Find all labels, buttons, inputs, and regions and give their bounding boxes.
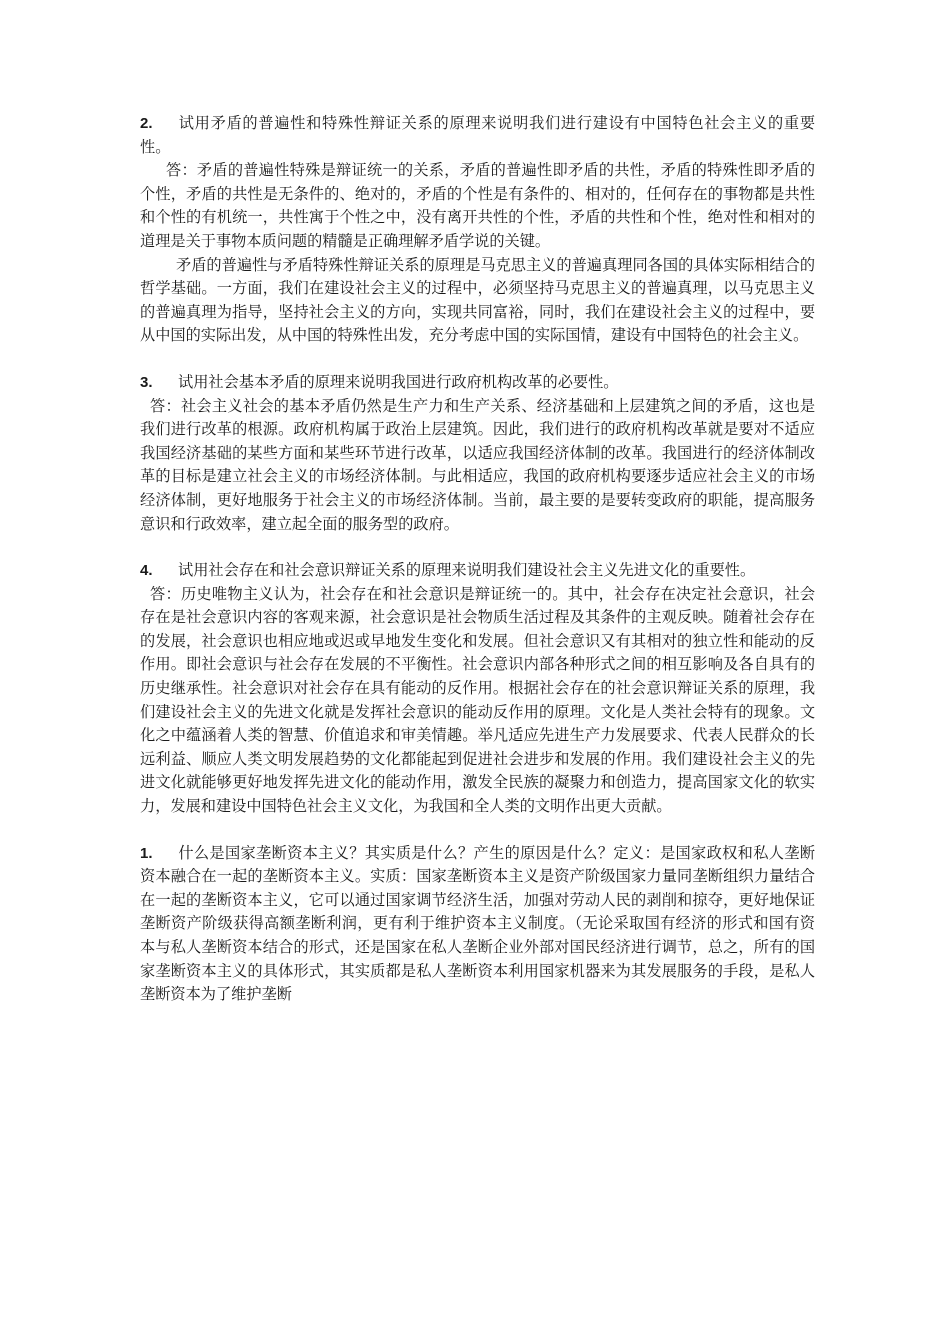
question-text: 试用社会基本矛盾的原理来说明我国进行政府机构改革的必要性。 — [178, 372, 619, 391]
question-number: 3. — [140, 373, 153, 391]
spacer — [140, 536, 815, 559]
question-3 — [140, 371, 815, 395]
question-block-3 — [140, 371, 815, 536]
spacer — [140, 348, 815, 371]
question-text: 什么是国家垄断资本主义？其实质是什么？产生的原因是什么？定义：是国家政权和私人垄断资本融合在一起的垄断资本主义。实质：国家垄断资本主义是资产阶级国家力量同垄断组织力量结合在一起的垄断资本主义，它可以通过国家调节经济生活，加强对劳动人民的剥削和掠夺，更好地保证垄断资产阶级获得高额垄断利润，更有利于维护资本主义制度。（无论采取国有经济的形式和国有资本与私人垄断资本结合的形式，还是国家在私人垄断企业外部对国民经济进行调节，总之，所有的国家垄断资本主义的具体形式，其实质都是私人垄断资本利用国家机器来为其发展服务的手段，是私人垄断资本为了维护垄断 — [140, 843, 815, 1004]
spacer — [140, 819, 815, 842]
question-2 — [140, 112, 815, 159]
question-4 — [140, 559, 815, 583]
answer-paragraph: 矛盾的普遍性与矛盾特殊性辩证关系的原理是马克思主义的普遍真理同各国的具体实际相结合的哲学基础。一方面，我们在建设社会主义的过程中，必须坚持马克思主义的普遍真理，以马克思主义的普遍真理为指导，坚持社会主义的方向，实现共同富裕，同时，我们在建设社会主义的过程中，要从中国的实际出发，从中国的特殊性出发，充分考虑中国的实际国情，建设有中国特色的社会主义。 — [140, 255, 815, 345]
answer-paragraph: 答：矛盾的普遍性特殊是辩证统一的关系，矛盾的普遍性即矛盾的共性，矛盾的特殊性即矛盾的个性，矛盾的共性是无条件的、绝对的，矛盾的个性是有条件的、相对的，任何存在的事物都是共性和个性的有机统一，共性寓于个性之中，没有离开共性的个性，矛盾的共性和个性，绝对性和相对的道理是关于事物本质问题的精髓是正确理解矛盾学说的关键。 — [140, 161, 815, 250]
answer-paragraph: 答：历史唯物主义认为，社会存在和社会意识是辩证统一的。其中，社会存在决定社会意识，社会存在是社会意识内容的客观来源，社会意识是社会物质生活过程及其条件的主观反映。随着社会存在的发展，社会意识也相应地或迟或早地发生变化和发展。但社会意识又有其相对的独立性和能动的反作用。即社会意识与社会存在发展的不平衡性。社会意识内部各种形式之间的相互影响及各自具有的历史继承性。社会意识对社会存在具有能动的反作用。根据社会存在的社会意识辩证关系的原理，我们建设社会主义的先进文化就是发挥社会意识的能动反作用的原理。文化是人类社会特有的现象。文化之中蕴涵着人类的智慧、价值追求和审美情趣。举凡适应先进生产力发展要求、代表人民群众的长远利益、顺应人类文明发展趋势的文化都能起到促进社会进步和发展的作用。我们建设社会主义的先进文化就能够更好地发挥先进文化的能动作用，激发全民族的凝聚力和创造力，提高国家文化的软实力，发展和建设中国特色社会主义文化，为我国和全人类的文明作出更大贡献。 — [140, 584, 815, 816]
question-block-4 — [140, 559, 815, 819]
answer-paragraph: 答：社会主义社会的基本矛盾仍然是生产力和生产关系、经济基础和上层建筑之间的矛盾，这也是我们进行改革的根源。政府机构属于政治上层建筑。因此，我们进行的政府机构改革就是要对不适应我国经济基础的某些方面和某些环节进行改革，以适应我国经济体制的改革。我国进行的经济体制改革的目标是建立社会主义的市场经济体制。与此相适应，我国的政府机构要逐步适应社会主义的市场经济体制，更好地服务于社会主义的市场经济体制。当前，最主要的是要转变政府的职能，提高服务意识和行政效率，建立起全面的服务型的政府。 — [140, 396, 815, 533]
question-text: 试用社会存在和社会意识辩证关系的原理来说明我们建设社会主义先进文化的重要性。 — [178, 561, 756, 580]
question-block-1 — [140, 842, 815, 1007]
question-block-2 — [140, 112, 815, 348]
question-number: 2. — [140, 115, 153, 132]
question-1 — [140, 842, 815, 1007]
question-number: 1. — [140, 844, 153, 862]
question-number: 4. — [140, 562, 153, 580]
question-text: 试用矛盾的普遍性和特殊性辩证关系的原理来说明我们进行建设有中国特色社会主义的重要性。 — [140, 114, 815, 156]
document-body — [140, 112, 815, 1007]
